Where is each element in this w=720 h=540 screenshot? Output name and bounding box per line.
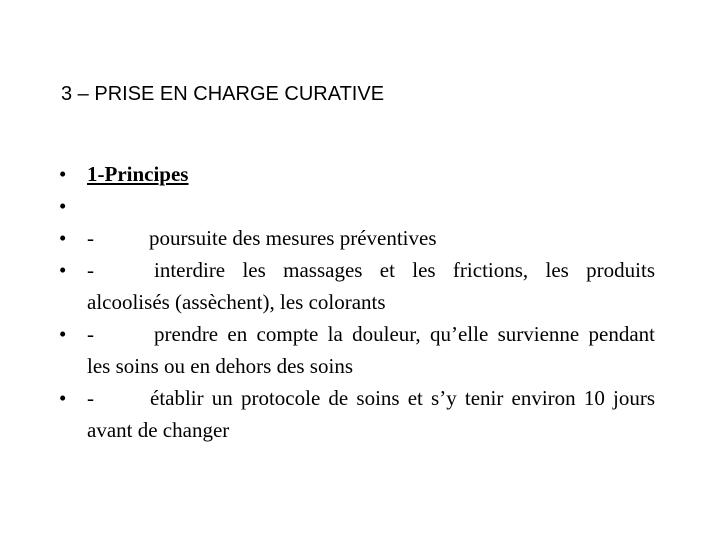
section-heading: 1-Principes	[87, 162, 189, 186]
bullet-icon: •	[59, 386, 67, 410]
dash-marker: -	[87, 386, 94, 410]
bullet-icon: •	[59, 322, 67, 346]
bullet-item-heading	[59, 158, 655, 190]
dash-marker: -	[87, 226, 94, 250]
dash-marker: -	[87, 322, 94, 346]
dash-marker: -	[87, 258, 94, 282]
bullet-text: établir un protocole de soins et s’y tenir environ 10 jours avant de changer	[87, 386, 655, 442]
bullet-icon: •	[59, 162, 67, 186]
bullet-item-4	[59, 382, 655, 446]
bullet-text: prendre en compte la douleur, qu’elle survienne pendant les soins ou en dehors des soins	[87, 322, 655, 378]
slide-title: 3 – PRISE EN CHARGE CURATIVE	[61, 83, 385, 105]
bullet-icon: •	[59, 258, 67, 282]
bullet-list	[59, 158, 655, 446]
bullet-text: poursuite des mesures préventives	[149, 226, 437, 250]
bullet-icon: •	[59, 194, 67, 218]
bullet-text: interdire les massages et les frictions, les produits alcoolisés (assèchent), les colorants	[87, 258, 655, 314]
bullet-item-3	[59, 318, 655, 382]
bullet-item-empty	[59, 190, 655, 222]
bullet-item-2	[59, 254, 655, 318]
bullet-item-1	[59, 222, 655, 254]
bullet-icon: •	[59, 226, 67, 250]
